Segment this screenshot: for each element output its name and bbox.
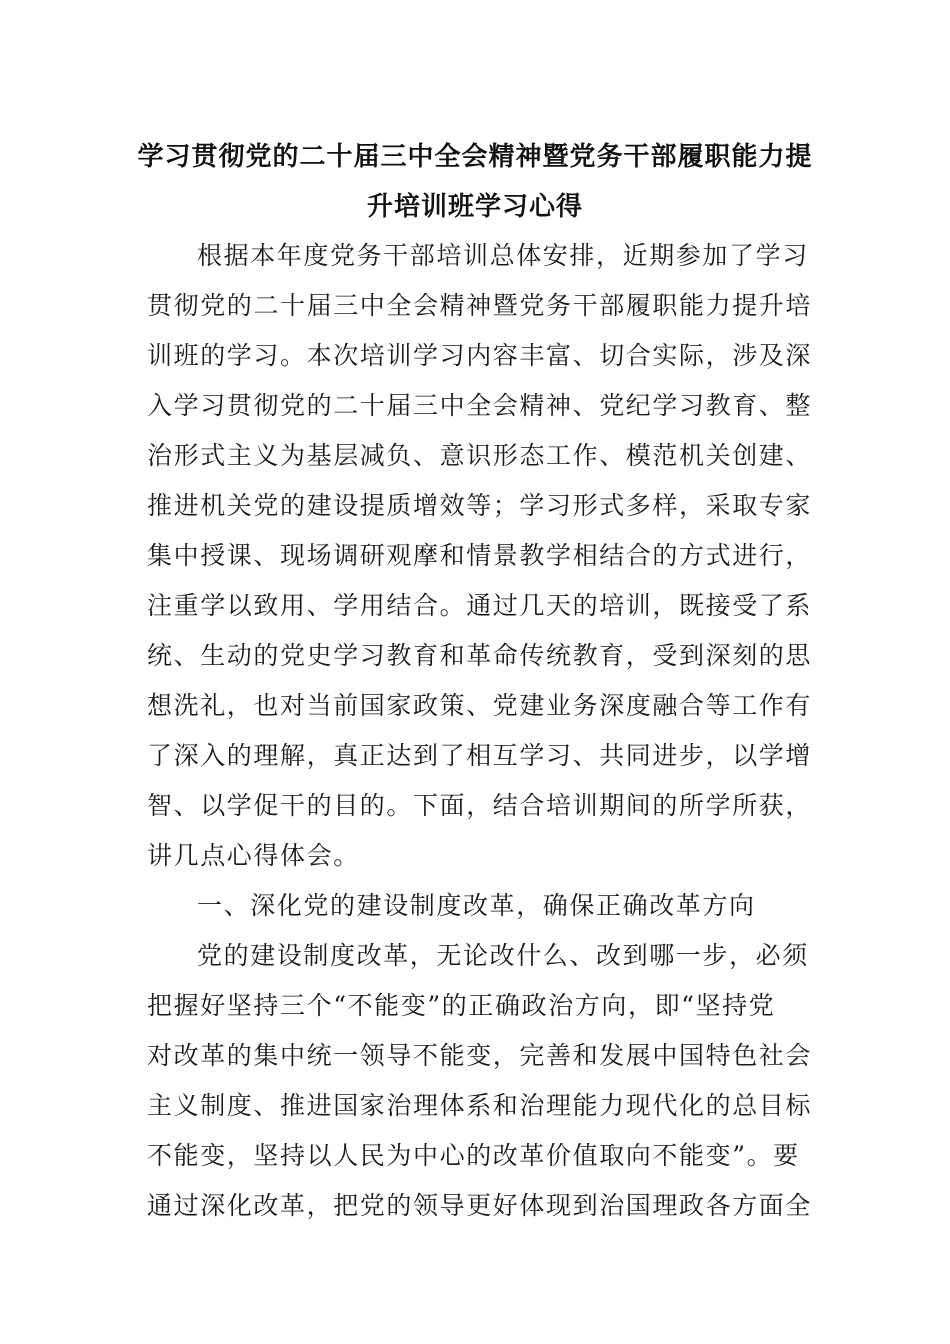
paragraph-1-line: 讲几点心得体会。	[147, 841, 360, 870]
paragraph-1-line: 智、以学促干的目的。下面，结合培训期间的所学所获，	[147, 791, 813, 820]
paragraph-1-line: 统、生动的党史学习教育和革命传统教育，受到深刻的思	[147, 641, 813, 670]
paragraph-1-line: 推进机关党的建设提质增效等；学习形式多样，采取专家	[147, 491, 813, 520]
document-title-line-2: 升培训班学习心得	[366, 192, 583, 222]
paragraph-2-line: 不能变，坚持以人民为中心的改革价值取向不能变”。要	[147, 1141, 800, 1170]
document-title-line-1: 学习贯彻党的二十届三中全会精神暨党务干部履职能力提	[137, 142, 813, 172]
paragraph-1-line: 根据本年度党务干部培训总体安排，近期参加了学习	[197, 241, 809, 270]
paragraph-1-line: 集中授课、现场调研观摩和情景教学相结合的方式进行，	[147, 541, 813, 570]
paragraph-1-line: 入学习贯彻党的二十届三中全会精神、党纪学习教育、整	[147, 391, 813, 420]
paragraph-2-line: 把握好坚持三个“不能变”的正确政治方向，即“坚持党	[147, 991, 776, 1020]
paragraph-1-line: 了深入的理解，真正达到了相互学习、共同进步，以学增	[147, 741, 813, 770]
paragraph-2-line: 主义制度、推进国家治理体系和治理能力现代化的总目标	[147, 1091, 813, 1120]
paragraph-2-line: 党的建设制度改革，无论改什么、改到哪一步，必须	[197, 941, 809, 970]
paragraph-2-line: 对改革的集中统一领导不能变，完善和发展中国特色社会	[147, 1041, 813, 1070]
paragraph-2-line: 通过深化改革，把党的领导更好体现到治国理政各方面全	[147, 1191, 813, 1220]
paragraph-1-line: 想洗礼，也对当前国家政策、党建业务深度融合等工作有	[147, 691, 813, 720]
section-heading-1: 一、深化党的建设制度改革，确保正确改革方向	[197, 891, 756, 920]
paragraph-1-line: 训班的学习。本次培训学习内容丰富、切合实际，涉及深	[147, 341, 813, 370]
paragraph-1-line: 注重学以致用、学用结合。通过几天的培训，既接受了系	[147, 591, 813, 620]
paragraph-1-line: 贯彻党的二十届三中全会精神暨党务干部履职能力提升培	[147, 291, 813, 320]
paragraph-1-line: 治形式主义为基层减负、意识形态工作、模范机关创建、	[147, 441, 813, 470]
